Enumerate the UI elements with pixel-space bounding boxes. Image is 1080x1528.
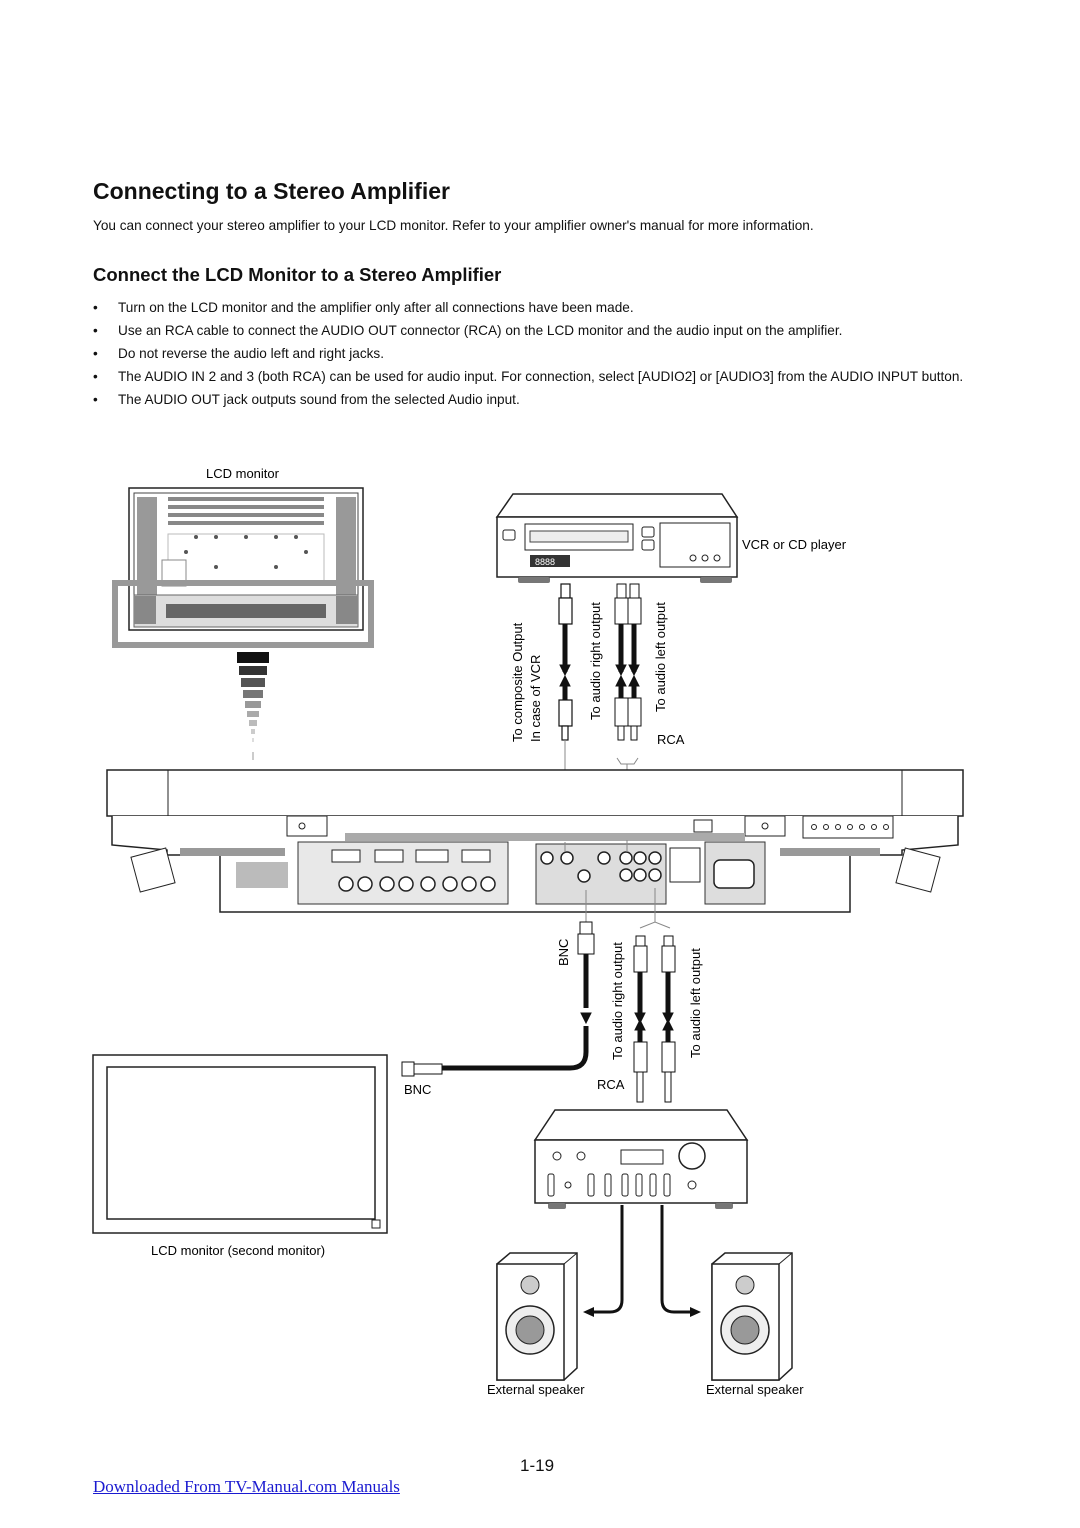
second-monitor-illustration: [93, 1055, 387, 1258]
audio-right-output-label-lower: To audio right output: [610, 942, 625, 1060]
audio-right-output-label: To audio right output: [588, 602, 603, 720]
speaker-wires: [588, 1205, 696, 1312]
lcd-monitor-label: LCD monitor: [206, 466, 279, 481]
external-speaker-label-left: External speaker: [487, 1382, 585, 1397]
in-case-vcr-label: In case of VCR: [528, 654, 543, 742]
vcr-cd-player-label: VCR or CD player: [742, 537, 847, 552]
left-speaker-illustration: [497, 1253, 577, 1380]
composite-output-label: To composite Output: [510, 622, 525, 742]
bullet-item: • The AUDIO OUT jack outputs sound from the selected Audio input.: [93, 388, 993, 411]
bnc-label: BNC: [404, 1082, 432, 1097]
second-monitor-label: LCD monitor (second monitor): [151, 1243, 326, 1258]
bullet-item: • Do not reverse the audio left and right jacks.: [93, 342, 993, 365]
footer-download-link[interactable]: Downloaded From TV-Manual.com Manuals: [93, 1477, 400, 1496]
audio-left-output-label-lower: To audio left output: [688, 948, 703, 1058]
bullet-item: • Use an RCA cable to connect the AUDIO OUT connector (RCA) on the LCD monitor and the audio input on the amplifier.: [93, 319, 993, 342]
external-speaker-label-right: External speaker: [706, 1382, 804, 1397]
rca-label-bottom: RCA: [597, 1077, 625, 1092]
bnc-label-vertical: BNC: [556, 938, 571, 966]
intro-text: You can connect your stereo amplifier to your LCD monitor. Refer to your amplifier owner's manual for more information.: [93, 218, 814, 233]
vcr-cd-player-illustration: [497, 494, 847, 583]
lcd-monitor-rear-illustration: [115, 466, 371, 760]
section-heading: Connect the LCD Monitor to a Stereo Amplifier: [93, 264, 502, 285]
bullet-item: • The AUDIO IN 2 and 3 (both RCA) can be used for audio input. For connection, select [AUDIO2] or [AUDIO3] from the AUDIO INPUT button.: [93, 365, 993, 388]
bullet-item: • Turn on the LCD monitor and the amplifier only after all connections have been made.: [93, 296, 993, 319]
right-speaker-illustration: [712, 1253, 792, 1380]
rca-label-top: RCA: [657, 732, 685, 747]
vcr-display: 8888: [535, 557, 556, 567]
monitor-rear-panel: [107, 770, 963, 912]
page-number: 1-19: [520, 1456, 555, 1475]
amplifier-illustration: [535, 1110, 747, 1209]
monitor-to-amplifier-cables: [402, 888, 675, 1102]
audio-left-output-label: To audio left output: [653, 602, 668, 712]
page-title: Connecting to a Stereo Amplifier: [93, 178, 450, 204]
